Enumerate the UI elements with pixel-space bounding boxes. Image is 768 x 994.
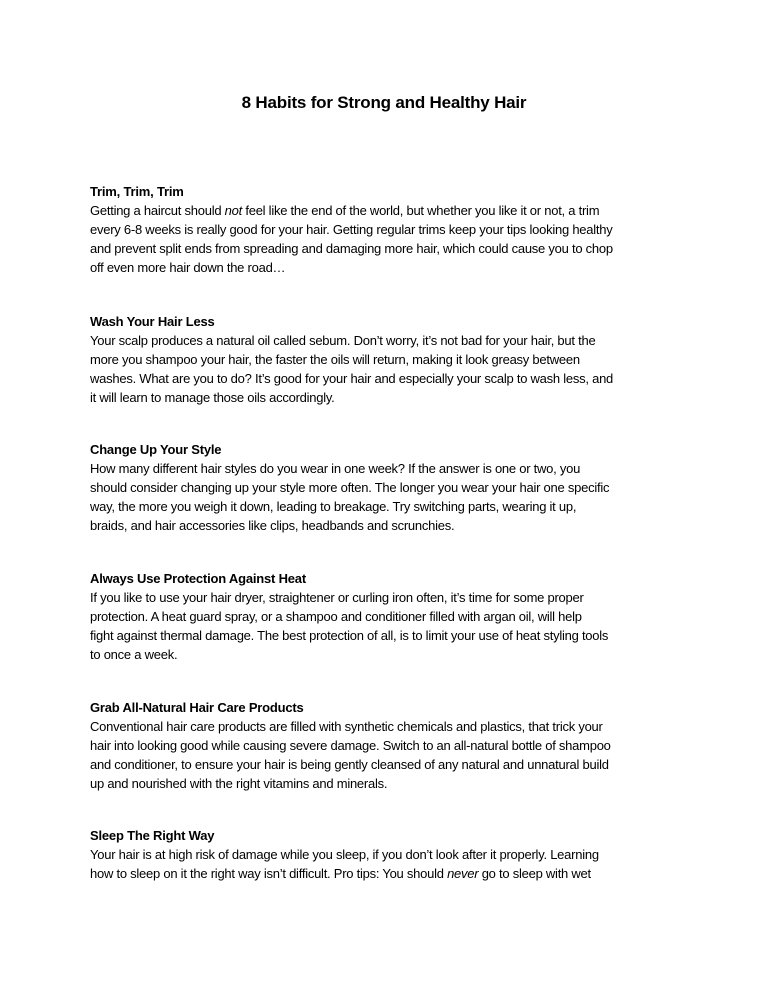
section-body xyxy=(90,845,680,883)
body-line: Your hair is at high risk of damage while you sleep, if you don’t look after it properly. Learning xyxy=(90,847,599,862)
body-line: up and nourished with the right vitamins and minerals. xyxy=(90,776,388,791)
body-line: fight against thermal damage. The best protection of all, is to limit your use of heat styling tools xyxy=(90,628,609,643)
body-line: to once a week. xyxy=(90,647,178,662)
body-line: Your scalp produces a natural oil called sebum. Don’t worry, it’s not bad for your hair, but the xyxy=(90,333,596,348)
section-style xyxy=(90,440,680,535)
body-line: off even more hair down the road… xyxy=(90,260,286,275)
section-heading: Wash Your Hair Less xyxy=(90,314,215,329)
body-line: every 6-8 weeks is really good for your hair. Getting regular trims keep your tips looking healthy xyxy=(90,222,613,237)
body-line: and conditioner, to ensure your hair is being gently cleansed of any natural and unnatural build xyxy=(90,757,609,772)
body-line: hair into looking good while causing severe damage. Switch to an all-natural bottle of shampoo xyxy=(90,738,611,753)
body-line: Getting a haircut should not feel like the end of the world, but whether you like it or not, a trim xyxy=(90,203,600,218)
section-heading: Sleep The Right Way xyxy=(90,828,215,843)
document-title: 8 Habits for Strong and Healthy Hair xyxy=(241,93,527,112)
body-line: protection. A heat guard spray, or a shampoo and conditioner filled with argan oil, will help xyxy=(90,609,582,624)
section-heading: Trim, Trim, Trim xyxy=(90,184,184,199)
section-sleep xyxy=(90,826,680,883)
section-heading: Grab All-Natural Hair Care Products xyxy=(90,700,304,715)
section-wash xyxy=(90,312,680,407)
body-line: how to sleep on it the right way isn’t difficult. Pro tips: You should never go to sleep with wet xyxy=(90,866,591,881)
body-line: braids, and hair accessories like clips, headbands and scrunchies. xyxy=(90,518,455,533)
section-heat xyxy=(90,569,680,664)
section-body xyxy=(90,201,680,277)
section-heading: Always Use Protection Against Heat xyxy=(90,571,306,586)
body-line: more you shampoo your hair, the faster the oils will return, making it look greasy between xyxy=(90,352,580,367)
body-line: washes. What are you to do? It’s good for your hair and especially your scalp to wash less, and xyxy=(90,371,614,386)
section-body xyxy=(90,588,680,664)
emphasis-text: not xyxy=(224,203,242,218)
section-heading: Change Up Your Style xyxy=(90,442,222,457)
section-body xyxy=(90,331,680,407)
body-line: If you like to use your hair dryer, straightener or curling iron often, it’s time for some proper xyxy=(90,590,584,605)
body-line: should consider changing up your style more often. The longer you wear your hair one specific xyxy=(90,480,610,495)
emphasis-text: never xyxy=(447,866,479,881)
body-line: Conventional hair care products are filled with synthetic chemicals and plastics, that trick your xyxy=(90,719,603,734)
body-line: way, the more you weigh it down, leading to breakage. Try switching parts, wearing it up, xyxy=(90,499,577,514)
section-products xyxy=(90,698,680,793)
body-line: it will learn to manage those oils accordingly. xyxy=(90,390,335,405)
section-body xyxy=(90,717,680,793)
body-line: How many different hair styles do you wear in one week? If the answer is one or two, you xyxy=(90,461,581,476)
section-body xyxy=(90,459,680,535)
body-line: and prevent split ends from spreading and damaging more hair, which could cause you to chop xyxy=(90,241,613,256)
section-trim xyxy=(90,182,680,277)
